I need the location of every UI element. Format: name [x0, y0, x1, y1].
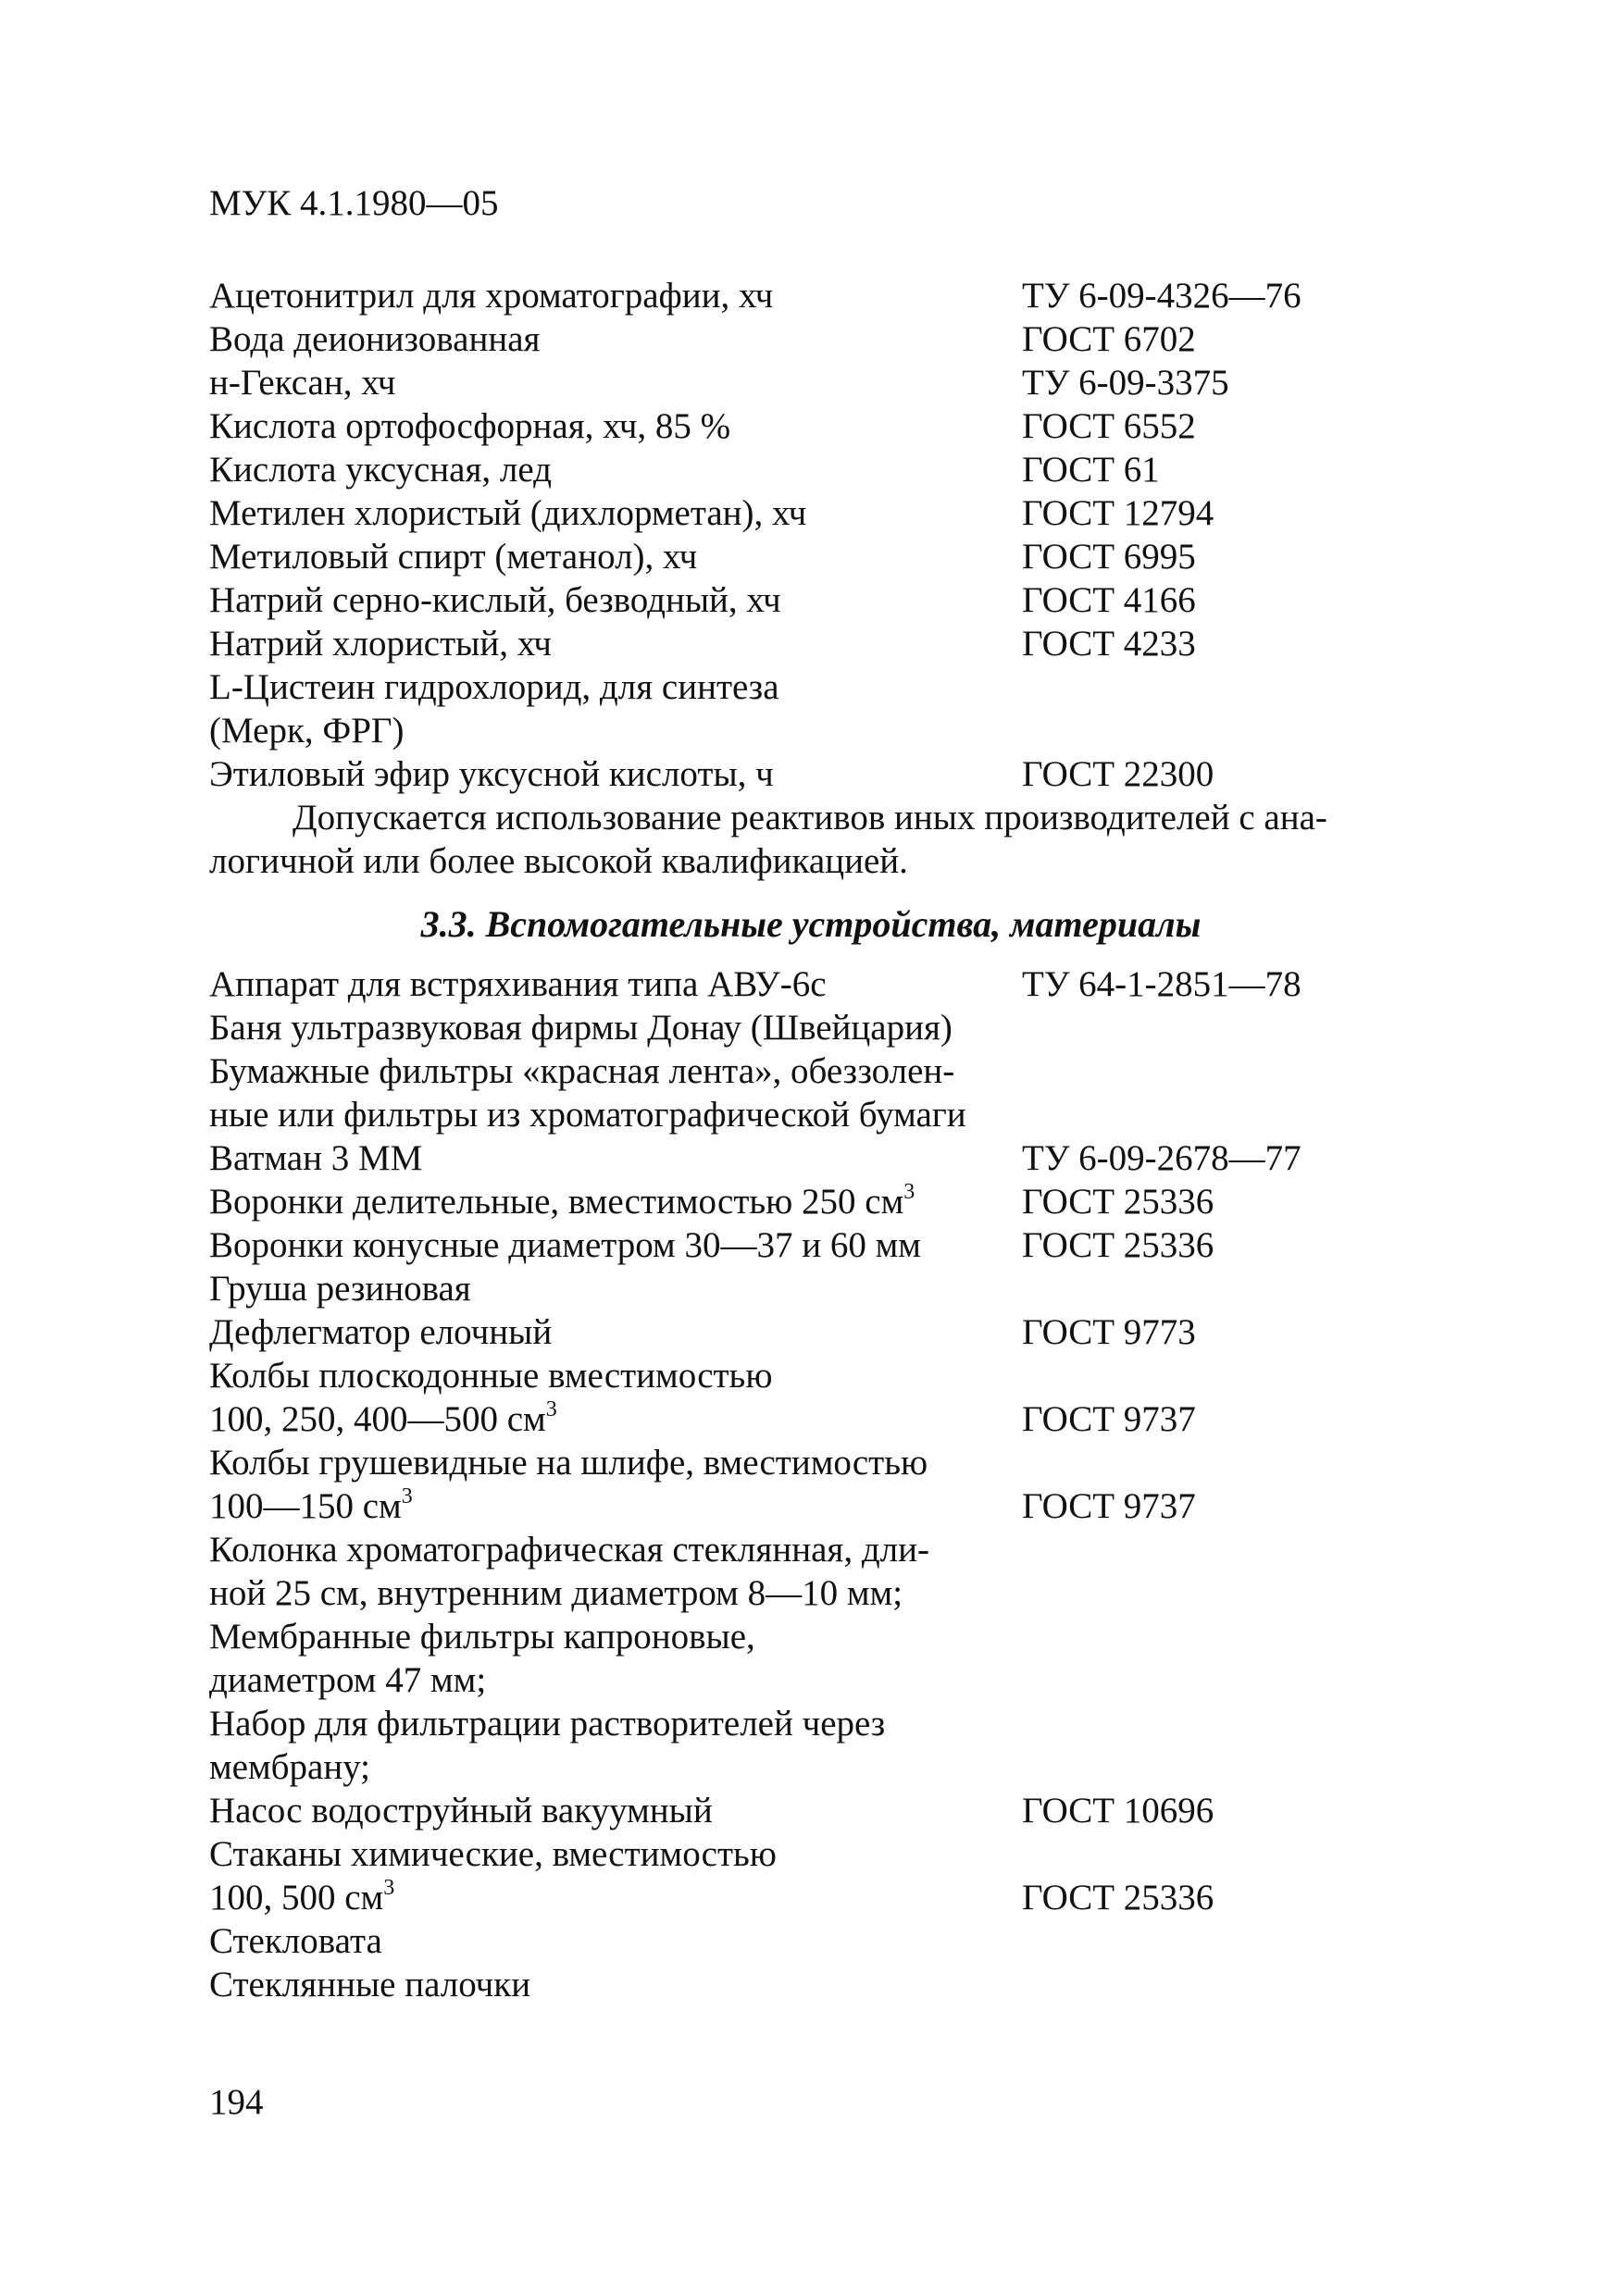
equipment-row: диаметром 47 мм; — [209, 1660, 487, 1700]
reagent-row: Ацетонитрил для хроматографии, хч ТУ 6-09-4326—76 — [209, 276, 1301, 316]
equipment-row: Мембранные фильтры капроновые, — [209, 1617, 755, 1657]
equipment-row: Колбы плоскодонные вместимостью — [209, 1356, 773, 1396]
document-code-header: МУК 4.1.1980—05 — [209, 183, 499, 223]
note-line: логичной или более высокой квалификацией. — [209, 841, 908, 881]
equipment-row: мембрану; — [209, 1747, 371, 1787]
equipment-row: Колонка хроматографическая стеклянная, дли- — [209, 1530, 929, 1570]
equipment-row: Воронки делительные, вместимостью 250 $см^3$ ГОСТ 25336 — [209, 1180, 1214, 1222]
equipment-row: Колбы грушевидные на шлифе, вместимостью — [209, 1443, 928, 1483]
superscript-3: 3 — [401, 1484, 413, 1508]
equipment-row: Ватман 3 ММ ТУ 6-09-2678—77 — [209, 1138, 1301, 1178]
equipment-row: ной 25 см, внутренним диаметром 8—10 мм; — [209, 1573, 903, 1613]
reagents-note-paragraph — [209, 796, 1413, 883]
equipment-row: Груша резиновая — [209, 1269, 471, 1309]
superscript-3: 3 — [383, 1876, 395, 1900]
reagent-row: Натрий серно-кислый, безводный, хч ГОСТ 4166 — [209, 580, 1196, 620]
reagent-row: L-Цистеин гидрохлорид, для синтеза — [209, 667, 779, 707]
section-heading: 3.3. Вспомогательные устройства, материалы — [420, 903, 1202, 945]
equipment-row: Насос водоструйный вакуумный ГОСТ 10696 — [209, 1791, 1214, 1831]
reagent-row: Вода деионизованная ГОСТ 6702 — [209, 319, 1196, 359]
reagent-row: н-Гексан, хч ТУ 6-09-3375 — [209, 363, 1229, 403]
equipment-row: 100, 250, 400—500 $см^3$ ГОСТ 9737 — [209, 1397, 1196, 1439]
equipment-row: 100, 500 $см^3$ ГОСТ 25336 — [209, 1876, 1214, 1917]
equipment-row: Набор для фильтрации растворителей через — [209, 1704, 886, 1744]
equipment-row: Стаканы химические, вместимостью — [209, 1834, 777, 1874]
reagent-row: Этиловый эфир уксусной кислоты, ч ГОСТ 22300 — [209, 754, 1214, 794]
reagent-row: Метиловый спирт (метанол), хч ГОСТ 6995 — [209, 537, 1196, 577]
reagent-row: Натрий хлористый, хч ГОСТ 4233 — [209, 624, 1196, 664]
page-number: 194 — [209, 2082, 264, 2122]
equipment-row: 100—150 $см^3$ ГОСТ 9737 — [209, 1484, 1196, 1526]
note-line: Допускается использование реактивов иных производителей с ана- — [293, 798, 1327, 838]
reagent-row: Кислота ортофосфорная, хч, 85 % ГОСТ 6552 — [209, 406, 1196, 446]
equipment-row: Аппарат для встряхивания типа АВУ-6с ТУ 64-1-2851—78 — [209, 964, 1301, 1004]
equipment-row: ные или фильтры из хроматографической бумаги — [209, 1095, 966, 1135]
reagent-row: Кислота уксусная, лед ГОСТ 61 — [209, 450, 1160, 490]
reagent-row: (Мерк, ФРГ) — [209, 711, 405, 751]
equipment-row: Дефлегматор елочный ГОСТ 9773 — [209, 1312, 1196, 1352]
equipment-row: Баня ультразвуковая фирмы Донау (Швейцария) — [209, 1008, 953, 1048]
equipment-row: Бумажные фильтры «красная лента», обеззолен- — [209, 1051, 955, 1091]
reagent-row: Метилен хлористый (дихлорметан), хч ГОСТ 12794 — [209, 493, 1214, 533]
superscript-3: 3 — [903, 1180, 915, 1204]
equipment-row: Стекловата — [209, 1921, 382, 1961]
equipment-row: Воронки конусные диаметром 30—37 и 60 мм ГОСТ 25336 — [209, 1225, 1214, 1265]
equipment-row: Стеклянные палочки — [209, 1965, 531, 2004]
superscript-3: 3 — [545, 1397, 557, 1421]
